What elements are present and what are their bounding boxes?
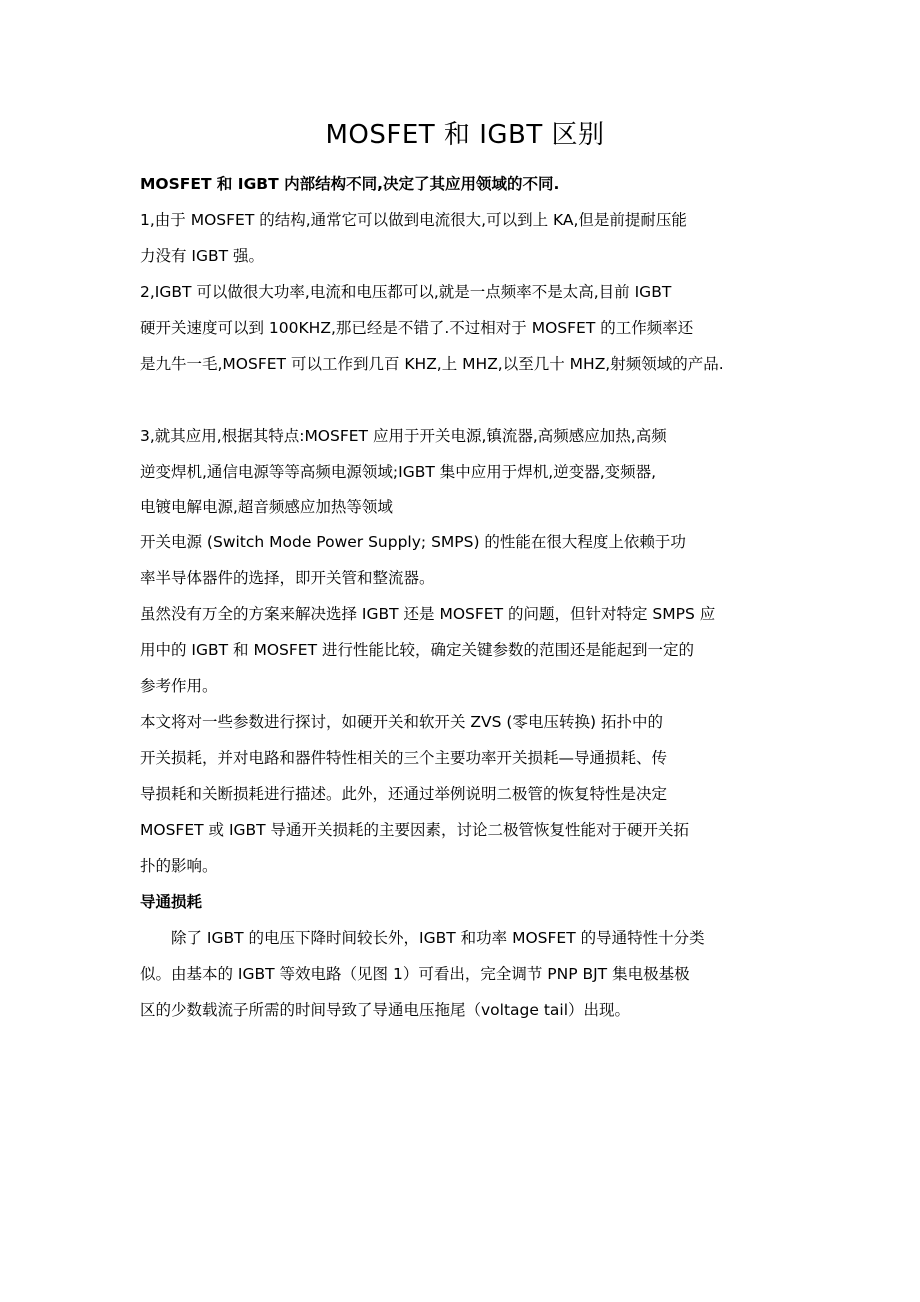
point3-line: 逆变焊机,通信电源等等高频电源领域;IGBT 集中应用于焊机,逆变器,变频器, xyxy=(140,463,657,481)
compare-paragraph-line: 用中的 IGBT 和 MOSFET 进行性能比较，确定关键参数的范围还是能起到一定的 xyxy=(140,641,694,659)
article-paragraph-line: 本文将对一些参数进行探讨，如硬开关和软开关 ZVS (零电压转换) 拓扑中的 xyxy=(140,713,663,731)
point1-line: 1,由于 MOSFET 的结构,通常它可以做到电流很大,可以到上 KA,但是前提耐压能 xyxy=(140,211,687,229)
point3-line: 3,就其应用,根据其特点:MOSFET 应用于开关电源,镇流器,高频感应加热,高频 xyxy=(140,427,667,445)
point2-line: 2,IGBT 可以做很大功率,电流和电压都可以,就是一点频率不是太高,目前 IGBT xyxy=(140,283,672,301)
smps-paragraph-line: 率半导体器件的选择，即开关管和整流器。 xyxy=(140,569,435,587)
section-heading: 导通损耗 xyxy=(140,893,203,911)
conduction-paragraph-line: 似。由基本的 IGBT 等效电路（见图 1）可看出，完全调节 PNP BJT 集电极基极 xyxy=(140,965,690,983)
article-paragraph-line: 开关损耗，并对电路和器件特性相关的三个主要功率开关损耗—导通损耗、传 xyxy=(140,749,668,767)
conduction-paragraph-line: 区的少数载流子所需的时间导致了导通电压拖尾（voltage tail）出现。 xyxy=(140,1001,631,1019)
article-paragraph-line: 导损耗和关断损耗进行描述。此外，还通过举例说明二极管的恢复特性是决定 xyxy=(140,785,668,803)
conduction-paragraph-line: 除了 IGBT 的电压下降时间较长外，IGBT 和功率 MOSFET 的导通特性十分类 xyxy=(171,929,705,947)
article-paragraph-line: MOSFET 或 IGBT 导通开关损耗的主要因素，讨论二极管恢复性能对于硬开关拓 xyxy=(140,821,690,839)
point1-line: 力没有 IGBT 强。 xyxy=(140,247,265,265)
page-title: MOSFET 和 IGBT 区别 xyxy=(325,120,605,150)
article-paragraph-line: 扑的影响。 xyxy=(140,857,218,875)
point3-line: 电镀电解电源,超音频感应加热等领域 xyxy=(140,498,393,516)
document-page xyxy=(140,118,790,1028)
point2-line: 硬开关速度可以到 100KHZ,那已经是不错了.不过相对于 MOSFET 的工作频率还 xyxy=(140,319,694,337)
blank-line xyxy=(140,382,790,418)
point2-line: 是九牛一毛,MOSFET 可以工作到几百 KHZ,上 MHZ,以至几十 MHZ,射频领域的产品. xyxy=(140,355,724,373)
compare-paragraph-line: 参考作用。 xyxy=(140,677,218,695)
smps-paragraph-line: 开关电源 (Switch Mode Power Supply; SMPS) 的性能在很大程度上依赖于功 xyxy=(140,533,686,551)
intro-line: MOSFET 和 IGBT 内部结构不同,决定了其应用领域的不同. xyxy=(140,175,560,193)
compare-paragraph-line: 虽然没有万全的方案来解决选择 IGBT 还是 MOSFET 的问题，但针对特定 SMPS 应 xyxy=(140,605,716,623)
